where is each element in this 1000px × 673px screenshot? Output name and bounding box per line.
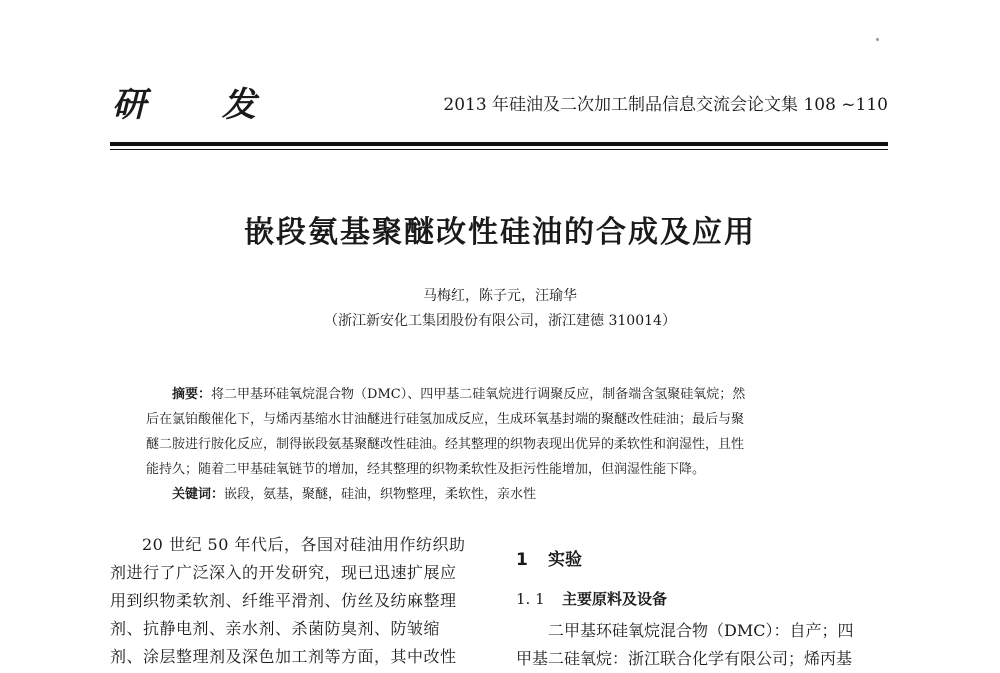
body-line: 剂、涂层整理剂及深色加工剂等方面，其中改性: [110, 647, 457, 666]
author-affiliation: （浙江新安化工集团股份有限公司，浙江建德 310014）: [324, 313, 676, 329]
body-line: 剂、抗静电剂、亲水剂、杀菌防臭剂、防皱缩: [110, 619, 441, 638]
body-line: 剂进行了广泛深入的开发研究，现已迅速扩展应: [110, 563, 457, 582]
body-column-left: [110, 531, 480, 671]
section-heading: [516, 545, 582, 570]
abstract: [146, 382, 858, 482]
header-rule-thin: [110, 149, 888, 150]
body-line: 甲基二硅氧烷：浙江联合化学有限公司；烯丙基: [516, 649, 853, 668]
abstract-line: [146, 382, 858, 407]
section-title: 实验: [548, 550, 582, 570]
abstract-label: 摘要：: [172, 387, 212, 402]
body-line: 用到织物柔软剂、纤维平滑剂、仿丝及纺麻整理: [110, 591, 457, 610]
body-line: 二甲基环硅氧烷混合物（DMC）：自产；四: [548, 621, 854, 640]
running-header-journal-info: 2013 年硅油及二次加工制品信息交流会论文集 108 ~110: [443, 95, 888, 115]
abstract-line: 后在氯铂酸催化下，与烯丙基缩水甘油醚进行硅氢加成反应，生成环氧基封端的聚醚改性硅油；最后与聚: [146, 412, 745, 427]
subsection-heading: [516, 588, 667, 609]
subsection-number: 1. 1: [516, 590, 545, 608]
keywords-text: 嵌段，氨基，聚醚，硅油，织物整理，柔软性，亲水性: [224, 487, 537, 502]
abstract-text: 将二甲基环硅氧烷混合物（DMC）、四甲基二硅氧烷进行调聚反应，制备端含氢聚硅氧烷；然: [211, 387, 746, 402]
abstract-line: 醚二胺进行胺化反应，制得嵌段氨基聚醚改性硅油。经其整理的织物表现出优异的柔软性和润湿性，且性: [146, 437, 745, 452]
keywords: [172, 482, 536, 507]
subsection-title: 主要原料及设备: [562, 590, 668, 608]
scan-artifact: [876, 38, 879, 41]
header-rule-thick: [110, 142, 888, 146]
paper-title: 嵌段氨基聚醚改性硅油的合成及应用: [244, 215, 756, 250]
author-list: 马梅红，陈子元，汪瑜华: [423, 288, 577, 304]
subsection-body: [516, 617, 888, 673]
body-line: 20 世纪 50 年代后，各国对硅油用作纺织助: [142, 535, 466, 554]
running-header-section-label: 研 发: [112, 85, 288, 125]
keywords-label: 关键词：: [172, 487, 225, 502]
section-number: 1: [516, 550, 528, 570]
abstract-line: 能持久；随着二甲基硅氧链节的增加，经其整理的织物柔软性及拒污性能增加，但润湿性能下降。: [146, 462, 706, 477]
